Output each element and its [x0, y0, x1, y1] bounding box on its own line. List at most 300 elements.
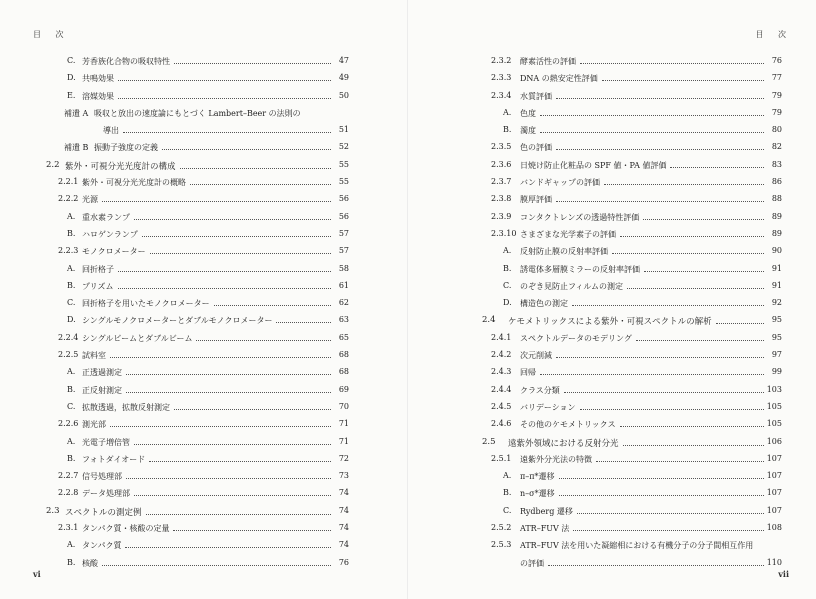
dot-leader — [134, 444, 331, 445]
entry-number: 2.3 — [46, 505, 60, 516]
entry-number: B. — [503, 263, 512, 273]
toc-entry[interactable] — [46, 175, 349, 192]
dot-leader — [118, 271, 331, 272]
entry-title-line — [520, 558, 768, 569]
entry-number: 2.3.8 — [491, 194, 512, 204]
entry-title: ATR–FUV 法を用いた凝縮相における有機分子の分子間相互作用 — [520, 541, 754, 551]
entry-title: タンパク質 — [82, 541, 122, 551]
entry-title-line — [520, 108, 768, 119]
entry-page: 105 — [766, 401, 782, 411]
entry-title: Rydberg 遷移 — [520, 506, 573, 516]
dot-leader — [110, 426, 331, 427]
entry-page: 63 — [338, 315, 349, 325]
toc-entry[interactable] — [46, 538, 349, 555]
entry-number: 2.4.6 — [491, 419, 512, 429]
entry-title-line — [520, 506, 768, 517]
entry-title: 導出 — [103, 126, 119, 136]
toc-entry[interactable] — [482, 435, 782, 452]
entry-page: 107 — [766, 471, 782, 481]
entry-number: C. — [503, 505, 512, 515]
entry-title: 遠紫外領域における反射分光 — [508, 438, 619, 449]
toc-entry[interactable] — [482, 54, 782, 71]
entry-page: 50 — [338, 90, 349, 100]
entry-title: 紫外・可視分光光度計の概略 — [82, 178, 186, 188]
entry-title-line — [82, 540, 335, 551]
entry-title: n–σ*遷移 — [520, 489, 555, 499]
dot-leader — [123, 132, 331, 133]
entry-number: 2.2.6 — [58, 419, 79, 429]
entry-title-line — [520, 298, 768, 309]
entry-title: プリズム — [82, 281, 114, 291]
entry-title: 回折格子を用いたモノクロメーター — [82, 299, 210, 309]
toc-entry[interactable] — [46, 383, 349, 400]
entry-page: 103 — [766, 384, 782, 394]
entry-title: 測光部 — [82, 420, 106, 430]
dot-leader — [643, 219, 764, 220]
dot-leader — [126, 478, 331, 479]
entry-page: 72 — [338, 453, 349, 463]
dot-leader — [716, 323, 764, 324]
dot-leader — [596, 461, 764, 462]
entry-number: A. — [67, 367, 76, 377]
toc-entry[interactable] — [482, 469, 782, 486]
entry-title-line — [520, 488, 768, 499]
entry-number: C. — [67, 56, 76, 65]
toc-entry[interactable] — [46, 417, 349, 434]
entry-title-line — [520, 281, 768, 292]
entry-title: 光源 — [82, 195, 98, 205]
entry-title-line — [82, 194, 335, 205]
dot-leader — [556, 149, 764, 150]
toc-entry[interactable] — [46, 158, 349, 175]
dot-leader — [214, 305, 331, 306]
entry-title-line — [520, 419, 768, 430]
entry-number: D. — [67, 73, 76, 83]
entry-page: 107 — [766, 488, 782, 498]
entry-number: 2.3.1 — [58, 523, 79, 533]
dot-leader — [564, 392, 764, 393]
entry-page: 91 — [771, 263, 782, 273]
dot-leader — [620, 426, 764, 427]
toc-entry[interactable] — [482, 348, 782, 365]
entry-title: スペクトルデータのモデリング — [520, 333, 632, 343]
entry-page: 58 — [338, 263, 349, 273]
entry-title-line — [94, 108, 349, 119]
toc-entry[interactable] — [482, 417, 782, 434]
entry-title: シングルビームとダブルビーム — [82, 333, 193, 343]
entry-number: A. — [67, 436, 76, 446]
entry-title-line — [94, 142, 335, 153]
entry-title-line — [82, 419, 335, 430]
entry-title: ケモメトリックスによる紫外・可視スペクトルの解析 — [508, 317, 712, 328]
entry-number: 2.3.5 — [491, 142, 512, 152]
entry-title: の評価 — [520, 558, 544, 568]
entry-title-line — [520, 91, 768, 102]
entry-title-line — [520, 73, 768, 84]
toc-entry[interactable] — [46, 469, 349, 486]
dot-leader — [190, 184, 331, 185]
entry-page: 76 — [338, 557, 349, 567]
toc-entry[interactable] — [46, 486, 349, 503]
running-head: 目 次 — [755, 30, 792, 39]
entry-title: 正反射測定 — [82, 385, 122, 395]
entry-number: D. — [67, 315, 76, 325]
entry-title-line — [82, 367, 335, 378]
entry-page: 56 — [338, 194, 349, 204]
toc-entry[interactable] — [46, 106, 349, 123]
dot-leader — [142, 236, 331, 237]
entry-title-line — [82, 471, 335, 482]
entry-title-line — [520, 160, 768, 171]
entry-number: 2.4.2 — [491, 350, 512, 360]
dot-leader — [559, 495, 764, 496]
entry-title-line — [520, 523, 768, 534]
dot-leader — [540, 374, 764, 375]
dot-leader — [604, 184, 764, 185]
entry-number: B. — [503, 488, 512, 498]
dot-leader — [580, 63, 764, 64]
entry-number: 2.2.4 — [58, 332, 79, 342]
entry-title-line — [82, 385, 335, 396]
entry-page: 106 — [766, 436, 782, 446]
entry-number: 2.3.3 — [491, 73, 512, 83]
toc-entry[interactable] — [482, 521, 782, 538]
toc-entry[interactable] — [46, 452, 349, 469]
dot-leader — [134, 219, 331, 220]
dot-leader — [118, 98, 331, 99]
entry-number: C. — [67, 401, 76, 411]
entry-number: A. — [67, 211, 76, 221]
toc-entry[interactable] — [482, 175, 782, 192]
toc-entry[interactable] — [482, 365, 782, 382]
entry-title-line — [520, 142, 768, 153]
dot-leader — [540, 115, 764, 116]
entry-title: 遠紫外分光法の特徴 — [520, 454, 592, 464]
entry-title-line — [82, 212, 335, 223]
entry-number: B. — [503, 125, 512, 135]
entry-page: 55 — [338, 177, 349, 187]
entry-title: 核酸 — [82, 558, 98, 568]
entry-page: 86 — [771, 177, 782, 187]
entry-title-line — [82, 315, 335, 326]
entry-title-line — [65, 506, 335, 518]
entry-title: バンドギャップの評価 — [520, 178, 600, 188]
toc-entry[interactable] — [482, 244, 782, 261]
dot-leader — [627, 288, 764, 289]
entry-page: 91 — [771, 280, 782, 290]
entry-title-line — [82, 402, 335, 413]
entry-page: 89 — [771, 211, 782, 221]
entry-title-line — [65, 160, 335, 172]
entry-title: バリデーション — [520, 402, 576, 412]
dot-leader — [196, 340, 331, 341]
entry-number: 2.3.6 — [491, 159, 512, 169]
entry-page: 108 — [766, 523, 782, 533]
toc-entry[interactable] — [482, 383, 782, 400]
dot-leader — [573, 530, 764, 531]
entry-number: 2.4.4 — [491, 384, 512, 394]
entry-title: 吸収と放出の速度論にもとづく Lambert–Beer の法則の — [94, 108, 301, 118]
entry-title: シングルモノクロメーターとダブルモノクロメーター — [82, 316, 273, 326]
entry-title: ATR–FUV 法 — [520, 524, 570, 534]
entry-title-line — [82, 523, 335, 534]
dot-leader — [174, 409, 331, 410]
entry-title: 回折格子 — [82, 264, 114, 274]
entry-page: 71 — [338, 419, 349, 429]
entry-title-line — [520, 402, 768, 413]
entry-page: 57 — [338, 228, 349, 238]
entry-number: 2.3.9 — [491, 211, 512, 221]
entry-number: B. — [67, 557, 76, 567]
entry-title-line — [520, 194, 768, 205]
running-head: 目 次 — [33, 30, 70, 39]
dot-leader — [556, 98, 764, 99]
entry-title-line — [103, 125, 335, 136]
entry-number: 2.2.5 — [58, 350, 79, 360]
dot-leader — [125, 547, 331, 548]
toc-entry[interactable] — [482, 331, 782, 348]
toc-entry[interactable] — [482, 210, 782, 227]
entry-title: 信号処理部 — [82, 472, 122, 482]
entry-number: 2.3.4 — [491, 90, 512, 100]
entry-page: 65 — [338, 332, 349, 342]
entry-title-line — [82, 298, 335, 309]
entry-title-line — [82, 246, 335, 257]
entry-title: クラス分類 — [520, 385, 560, 395]
dot-leader — [636, 340, 764, 341]
toc-entry[interactable] — [46, 313, 349, 330]
toc-entry[interactable] — [46, 192, 349, 209]
toc-entry[interactable] — [46, 504, 349, 521]
entry-page: 107 — [766, 453, 782, 463]
entry-title-line — [520, 367, 768, 378]
entry-page: 62 — [338, 298, 349, 308]
entry-page: 55 — [338, 159, 349, 169]
toc-entry[interactable] — [46, 365, 349, 382]
toc-entry[interactable] — [482, 71, 782, 88]
entry-title: 反射防止膜の反射率評価 — [520, 247, 608, 257]
toc-entry[interactable] — [46, 556, 349, 573]
page-number: vii — [778, 569, 789, 579]
right-page — [408, 0, 816, 599]
entry-page: 74 — [338, 523, 349, 533]
toc-entry[interactable] — [482, 400, 782, 417]
dot-leader — [146, 514, 331, 515]
entry-title: モノクロメーター — [82, 247, 146, 257]
toc-entry[interactable] — [46, 279, 349, 296]
dot-leader — [623, 445, 764, 446]
entry-page: 74 — [338, 540, 349, 550]
toc-entry[interactable] — [482, 227, 782, 244]
entry-title: フォトダイオード — [82, 454, 146, 464]
entry-title: その他のケモメトリックス — [520, 420, 616, 430]
toc-entry[interactable] — [482, 486, 782, 503]
dot-leader — [572, 305, 764, 306]
entry-number: 2.5.1 — [491, 453, 512, 463]
entry-title: コンタクトレンズの透過特性評価 — [520, 212, 640, 222]
entry-title-line — [520, 125, 768, 136]
entry-title-line — [520, 177, 768, 188]
entry-title: π–π*遷移 — [520, 472, 555, 482]
entry-title-line — [520, 454, 768, 465]
entry-number: A. — [67, 263, 76, 273]
entry-number: A. — [503, 471, 512, 481]
entry-page: 57 — [338, 246, 349, 256]
entry-page: 51 — [338, 125, 349, 135]
entry-number: 2.2.7 — [58, 471, 79, 481]
dot-leader — [126, 392, 331, 393]
entry-title: DNA の熱安定性評価 — [520, 74, 598, 84]
toc-entry[interactable] — [46, 123, 349, 140]
entry-page: 99 — [771, 367, 782, 377]
entry-title-line — [520, 540, 782, 551]
entry-number: A. — [503, 107, 512, 117]
entry-page: 71 — [338, 436, 349, 446]
entry-title-line — [82, 281, 335, 292]
entry-title-line — [82, 350, 335, 361]
dot-leader — [174, 63, 331, 64]
toc-entry[interactable] — [482, 452, 782, 469]
toc-entry[interactable] — [46, 262, 349, 279]
entry-number: A. — [67, 540, 76, 550]
toc-entry[interactable] — [46, 54, 349, 71]
entry-title: 重水素ランプ — [82, 212, 130, 222]
dot-leader — [612, 253, 764, 254]
entry-title: データ処理部 — [82, 489, 130, 499]
entry-number: 補遺 A — [64, 108, 89, 118]
dot-leader — [118, 288, 331, 289]
entry-page: 70 — [338, 401, 349, 411]
entry-number: B. — [67, 384, 76, 394]
toc-entry[interactable] — [482, 262, 782, 279]
dot-leader — [102, 201, 331, 202]
dot-leader — [126, 374, 331, 375]
entry-number: B. — [67, 280, 76, 290]
entry-title: 正透過測定 — [82, 368, 122, 378]
entry-page: 105 — [766, 419, 782, 429]
entry-page: 89 — [771, 228, 782, 238]
dot-leader — [162, 149, 331, 150]
entry-page: 69 — [338, 384, 349, 394]
toc-entry[interactable] — [482, 158, 782, 175]
entry-title-line — [520, 350, 768, 361]
toc-entry[interactable] — [46, 435, 349, 452]
toc-entry[interactable] — [482, 296, 782, 313]
entry-title-line — [82, 73, 335, 84]
entry-title-line — [82, 229, 335, 240]
toc-entry[interactable] — [46, 227, 349, 244]
entry-title: 膜厚評価 — [520, 195, 552, 205]
toc-entry[interactable] — [46, 244, 349, 261]
toc-entry[interactable] — [482, 123, 782, 140]
entry-title-line — [520, 229, 768, 240]
entry-title-line — [82, 454, 335, 465]
entry-title: 芳香族化合物の吸収特性 — [82, 57, 170, 66]
entry-number: 2.2.2 — [58, 194, 79, 204]
entry-page: 47 — [338, 56, 349, 65]
dot-leader — [110, 357, 331, 358]
toc-entry[interactable] — [46, 400, 349, 417]
toc-entry[interactable] — [482, 106, 782, 123]
entry-title-line — [508, 437, 768, 449]
entry-number: 2.2 — [46, 159, 60, 170]
toc-entry[interactable] — [46, 140, 349, 157]
entry-number: B. — [67, 228, 76, 238]
entry-title: 回帰 — [520, 368, 536, 378]
dot-leader — [670, 167, 764, 168]
dot-leader — [173, 530, 331, 531]
entry-title-line — [82, 488, 335, 499]
entry-title-line — [520, 333, 768, 344]
toc-entry[interactable] — [482, 89, 782, 106]
entry-number: 補遺 B — [64, 143, 89, 153]
entry-page: 79 — [771, 90, 782, 100]
toc-entry[interactable] — [482, 140, 782, 157]
entry-page: 68 — [338, 367, 349, 377]
dot-leader — [620, 236, 764, 237]
dot-leader — [556, 357, 764, 358]
dot-leader — [602, 80, 764, 81]
dot-leader — [644, 271, 764, 272]
entry-title: 色度 — [520, 108, 536, 118]
entry-title-line — [520, 471, 768, 482]
dot-leader — [118, 80, 331, 81]
entry-page: 49 — [338, 73, 349, 83]
entry-title: 水質評価 — [520, 91, 552, 101]
entry-number: 2.5 — [482, 436, 496, 447]
toc-entry[interactable] — [46, 71, 349, 88]
entry-title-line — [82, 91, 335, 102]
toc-entry[interactable] — [46, 89, 349, 106]
entry-page: 73 — [338, 471, 349, 481]
toc-entry[interactable] — [46, 348, 349, 365]
entry-number: 2.2.8 — [58, 488, 79, 498]
toc-entry[interactable] — [482, 538, 782, 555]
toc-entry[interactable] — [46, 331, 349, 348]
entry-number: 2.3.2 — [491, 56, 512, 65]
entry-number: 2.3.7 — [491, 177, 512, 187]
entry-number: 2.2.1 — [58, 177, 79, 187]
entry-page: 95 — [771, 332, 782, 342]
entry-page: 82 — [771, 142, 782, 152]
entry-page: 74 — [338, 488, 349, 498]
entry-title-line — [82, 177, 335, 188]
dot-leader — [102, 565, 331, 566]
entry-page: 90 — [771, 246, 782, 256]
entry-title: スペクトルの測定例 — [65, 507, 142, 518]
entry-page: 97 — [771, 350, 782, 360]
entry-title-line — [82, 437, 335, 448]
toc-entry[interactable] — [46, 296, 349, 313]
toc-entry[interactable] — [482, 556, 782, 573]
entry-title: タンパク質・核酸の定量 — [82, 524, 170, 534]
toc-entry[interactable] — [482, 279, 782, 296]
entry-title-line — [82, 56, 335, 67]
entry-title: 振動子強度の定義 — [94, 143, 158, 153]
entry-number: B. — [67, 453, 76, 463]
entry-number: A. — [503, 246, 512, 256]
page-number: vi — [33, 569, 41, 579]
toc-entry[interactable] — [46, 521, 349, 538]
toc-entry[interactable] — [482, 504, 782, 521]
entry-title-line — [508, 315, 768, 327]
toc-entry[interactable] — [482, 192, 782, 209]
toc-entry[interactable] — [46, 210, 349, 227]
toc-entry[interactable] — [482, 313, 782, 330]
dot-leader — [134, 495, 331, 496]
entry-page: 88 — [771, 194, 782, 204]
entry-number: 2.5.2 — [491, 523, 512, 533]
